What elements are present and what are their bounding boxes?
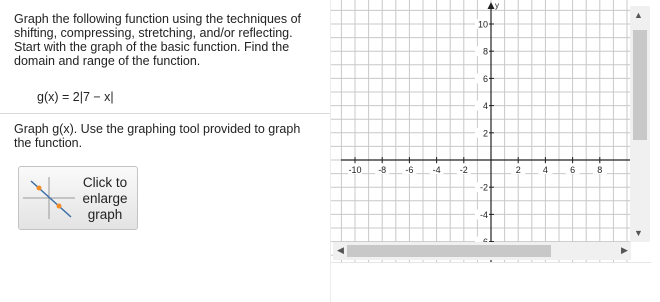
horizontal-scrollbar[interactable] bbox=[333, 242, 631, 260]
problem-text: Graph the following function using the techniques of shifting, compressing, stretching, and/or reflecting. Start with the graph of the basic function. Find the domain and range of the function. bbox=[14, 12, 301, 68]
coordinate-grid[interactable] bbox=[331, 0, 652, 262]
x-tick-label: -4 bbox=[432, 165, 441, 175]
y-tick-label: -4 bbox=[479, 209, 488, 220]
x-tick-label: 2 bbox=[515, 165, 521, 175]
divider bbox=[0, 113, 330, 114]
horizontal-scroll-thumb[interactable] bbox=[347, 245, 551, 257]
scroll-down-icon[interactable]: ▼ bbox=[634, 228, 643, 238]
x-tick-label: 8 bbox=[597, 165, 603, 175]
vertical-scroll-thumb[interactable] bbox=[633, 30, 647, 140]
x-tick-label: 6 bbox=[570, 165, 576, 175]
x-tick-label: -8 bbox=[378, 165, 387, 175]
graph-panel[interactable] bbox=[331, 0, 652, 262]
instruction-text: Graph g(x). Use the graphing tool provided to graph the function. bbox=[14, 122, 301, 150]
function-formula: g(x) = 2|7 − x| bbox=[37, 90, 114, 104]
enlarge-graph-thumbnail-icon bbox=[23, 177, 75, 219]
y-tick-label: 4 bbox=[482, 101, 488, 112]
y-tick-label: 2 bbox=[482, 128, 488, 139]
divider bbox=[331, 262, 651, 263]
y-tick-label: 6 bbox=[482, 73, 488, 84]
y-tick-label: 8 bbox=[482, 46, 488, 57]
y-tick-label: -2 bbox=[479, 182, 488, 193]
scroll-right-icon[interactable]: ▶ bbox=[621, 245, 628, 255]
x-tick-label: -2 bbox=[459, 165, 468, 175]
y-tick-label: 10 bbox=[477, 19, 488, 30]
x-tick-label: 4 bbox=[542, 165, 548, 175]
vertical-scrollbar[interactable] bbox=[630, 6, 650, 242]
x-tick-label: -10 bbox=[348, 165, 362, 175]
y-axis-arrow-icon bbox=[488, 2, 495, 9]
enlarge-graph-button[interactable] bbox=[18, 166, 138, 230]
scroll-up-icon[interactable]: ▲ bbox=[634, 10, 643, 20]
scroll-left-icon[interactable]: ◀ bbox=[337, 245, 344, 255]
enlarge-graph-label: Click to enlarge graph bbox=[82, 175, 128, 222]
y-axis-label: y bbox=[495, 1, 499, 10]
x-tick-label: -6 bbox=[405, 165, 414, 175]
